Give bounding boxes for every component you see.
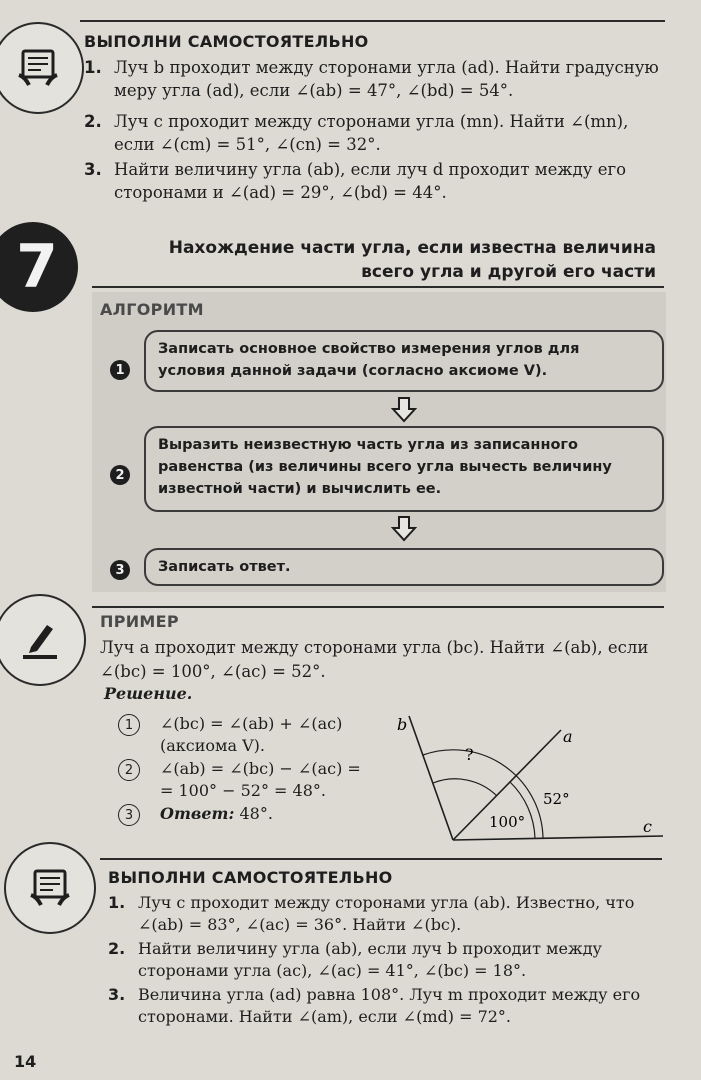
solution-answer: Ответ: 48°. xyxy=(160,804,273,823)
solution-step-3-number: 3 xyxy=(118,804,140,826)
example-problem-line1: Луч a проходит между сторонами угла (bc). Найти ∠(ab), если xyxy=(100,638,649,657)
ray-b xyxy=(409,716,453,840)
ray-c xyxy=(453,836,663,840)
section2-task-2: 2. Найти величину угла (ab), если луч b проходит между сторонами угла (ac), ∠(ac) = 41°, ∠(bc) = 18°. xyxy=(108,939,602,980)
algorithm-step-1: Записать основное свойство измерения углов для условия данной задачи (согласно аксиоме V). xyxy=(144,330,664,392)
topic-number: 7 xyxy=(16,232,58,302)
solution-step-2: ∠(ab) = ∠(bc) − ∠(ac) = = 100° − 52° = 48°. xyxy=(160,759,361,800)
example-heading: ПРИМЕР xyxy=(100,612,179,631)
arc-unknown xyxy=(433,779,497,796)
section2-task-3: 3. Величина угла (ad) равна 108°. Луч m проходит между его сторонами. Найти ∠(am), если ∠(md) = 72°. xyxy=(108,985,641,1026)
angle-diagram xyxy=(395,712,670,847)
tablet-hand-icon xyxy=(0,22,84,114)
section2-heading: ВЫПОЛНИ САМОСТОЯТЕЛЬНО xyxy=(108,868,393,887)
label-100: 100° xyxy=(489,813,526,831)
tablet-hand-icon xyxy=(4,842,96,934)
algorithm-step-2: Выразить неизвестную часть угла из записанного равенства (из величины всего угла вычесть величину известной части) и вычислить ее. xyxy=(144,426,664,512)
label-unknown: ? xyxy=(465,745,474,764)
label-c: c xyxy=(643,817,652,836)
section1-top-rule xyxy=(80,20,665,22)
section1-task-3: 3. Найти величину угла (ab), если луч d проходит между его сторонами и ∠(ad) = 29°, ∠(bd) = 44°. xyxy=(84,160,627,202)
section1-heading: ВЫПОЛНИ САМОСТОЯТЕЛЬНО xyxy=(84,32,369,51)
label-52: 52° xyxy=(543,790,570,808)
topic-title-line1: Нахождение части угла, если известна величина xyxy=(168,238,656,258)
arrow-down-icon xyxy=(391,515,417,543)
label-a: a xyxy=(563,727,573,746)
topic-number-badge xyxy=(0,222,78,312)
section2-top-rule xyxy=(100,858,662,860)
section1-task-2: 2. Луч c проходит между сторонами угла (mn). Найти ∠(mn), если ∠(cm) = 51°, ∠(cn) = 32°. xyxy=(84,112,629,154)
step-badge-1: 1 xyxy=(110,360,130,380)
topic-title xyxy=(169,236,656,284)
solution-step-1-number: 1 xyxy=(118,714,140,736)
solution-step-2-number: 2 xyxy=(118,759,140,781)
section1-task-1: 1. Луч b проходит между сторонами угла (ad). Найти градусную меру угла (ad), если ∠(ab) = 47°, ∠(bd) = 54°. xyxy=(84,58,659,100)
example-problem xyxy=(100,636,648,684)
pen-icon xyxy=(0,594,86,686)
label-b: b xyxy=(397,715,408,734)
arrow-down-icon xyxy=(391,396,417,424)
step-badge-3: 3 xyxy=(110,560,130,580)
algorithm-step-3: Записать ответ. xyxy=(144,548,664,586)
solution-step-1: ∠(bc) = ∠(ab) + ∠(ac) (аксиома V). xyxy=(160,714,343,755)
solution-label: Решение. xyxy=(104,684,193,703)
example-problem-line2: ∠(bc) = 100°, ∠(ac) = 52°. xyxy=(100,662,326,681)
topic-title-line2: всего угла и другой его части xyxy=(361,262,656,282)
example-rule xyxy=(92,606,664,608)
algorithm-heading: АЛГОРИТМ xyxy=(100,300,204,319)
topic-rule xyxy=(92,286,664,288)
step-badge-2: 2 xyxy=(110,465,130,485)
section2-task-1: 1. Луч c проходит между сторонами угла (ab). Известно, что ∠(ab) = 83°, ∠(ac) = 36°. Найти ∠(bc). xyxy=(108,893,635,934)
page-number: 14 xyxy=(14,1052,37,1071)
